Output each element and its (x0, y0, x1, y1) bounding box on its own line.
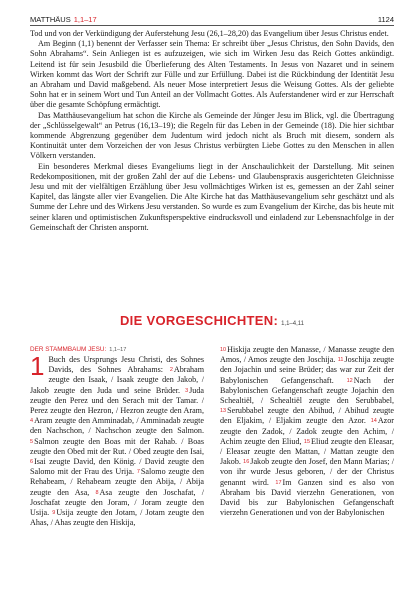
intro-paragraph: Am Beginn (1,1) benennt der Verfasser sein Thema: Er schreibt über „Jesus Christus, den Sohn Davids, den Sohn Abrahams“. Sein Anliegen ist es aufzuzeigen, wie sich im Wirken Jesu das Reich Gottes ankündigt. Leitend ist für sein Jesusbild die Überlieferung des Alten Testaments. In Jesus von Nazaret und in seinem Wirken kommt das Wort der Schrift zur Fülle und zur Erfüllung. Dabei ist die Rückbindung der Identität Jesu an Abraham und David maßgebend. Als neuer Mose interpretiert Jesus die Weisung Gottes. Als der geliebte Sohn hat er in seinem Wort und Tun Anteil an der Vollmacht Gottes. Als Auferstandener wird er zur Herrschaft über die gesamte Schöpfung ermächtigt. (30, 39, 394, 110)
verse-text: Isai zeugte David, den König. / David zeugte den Salomo mit der Frau des Urija. (30, 457, 204, 477)
verse-number: 15 (303, 438, 311, 445)
part-title: DIE VORGESCHICHTEN: (119, 313, 279, 328)
verse-text: Eliud zeugte den Eleasar, / Eleasar zeugte den Mattan, / Mattan zeugte den Jakob. (220, 436, 394, 467)
chapter-number: 1 (30, 351, 45, 381)
verse-number: 4 (30, 418, 34, 425)
verse-number: 8 (95, 489, 99, 496)
verse-number: 14 (370, 418, 377, 425)
verse-number: 10 (220, 347, 227, 353)
scripture-columns (30, 345, 394, 528)
verse-text: Nach der Babylonischen Gefangenschaft zeugte Jojachin den Schealtiël, / Schealtiël zeugte den Serubbabel, (220, 375, 394, 406)
verse-number: 12 (346, 377, 353, 384)
verse-text: Im Ganzen sind es also von Abraham bis David vierzehn Generationen, von David bis zur Babylonischen Gefangenschaft vierzehn Generationen und von der Babylonischen (220, 477, 394, 518)
introduction-text (30, 29, 394, 233)
part-range: 1,1–4,11 (281, 321, 305, 327)
verse-number: 3 (185, 387, 189, 394)
verse-number: 2 (169, 367, 173, 374)
verse-text: Azor zeugte den Zadok, / Zadok zeugte den Achim, / Achim zeugte den Eliud, (220, 416, 394, 446)
verse-text: Aram zeugte den Amminadab, / Amminadab zeugte den Nachschon, / Nachschon zeugte den Salmon. (30, 416, 204, 436)
book-name: MATTHÄUS (30, 15, 71, 24)
verse-text: Jakob zeugte den Josef, den Mann Marias; / von ihr wurde Jesus geboren, / der der Christus genannt wird. (220, 457, 394, 487)
verse-text: Serubbabel zeugte den Abihud, / Abihud zeugte den Eljakim, / Eljakim zeugte den Azor. (220, 406, 394, 426)
page-number: 1124 (377, 15, 394, 24)
section-title: DER STAMMBAUM JESU: (30, 346, 107, 353)
verse-text: Buch des Ursprungs Jesu Christi, des Sohnes Davids, des Sohnes Abrahams: (48, 355, 204, 375)
intro-paragraph: Ein besonderes Merkmal dieses Evangeliums liegt in der Anschaulichkeit der Darstellung. Mit seinen Redekompositionen, mit der großen Zahl der auf die Lebens- und Glaubenspraxis ausgerichteten Gleichnisse Jesu und mit der vielfältigen Erzählung über Jesu vollmächtiges Wirken ist es, gemessen an der Zahl seiner Kapitel, das längste aller vier Evangelien. Die Alte Kirche hat das Matthäusevangelium sehr geschätzt und als Summe der Lehre und des Wirkens Jesu verstanden. So wurde es zum Evangelium der Kirche, das bis heute mit seiner klaren und optimistischen Zukunftsperspektive eindrucksvoll und einladend zur Lebensnachfolge in der Gemeinschaft der Christen anspornt. (30, 161, 394, 232)
intro-paragraph: Das Matthäusevangelium hat schon die Kirche als Gemeinde der Jünger Jesu im Blick, vgl. die Übertragung der „Schlüsselgewalt“ an Petrus (16,13–19); die Regeln für das Leben in der Gemeinde (18). Die hier sichtbar kommende Abgrenzung gegenüber dem Judentum wird jedoch nicht als Bruch mit diesem, sondern als Kontinuität unter dem Vorzeichen der von Jesus Christus verbürgten Liebe Gottes zu den Menschen in allen Völkern verstanden. (30, 110, 394, 161)
verse-number: 17 (275, 479, 282, 486)
verse-text: Joschija zeugte den Jojachin und seine Brüder; das war zur Zeit der Babylonischen Gefangenschaft. (220, 355, 394, 385)
verse-number: 9 (52, 510, 56, 517)
verse-text: Salomo zeugte den Rehabeam, / Rehabeam zeugte den Abija, / Abija zeugte den Asa, (30, 467, 204, 497)
verse-text: Abraham zeugte den Isaak, / Isaak zeugte den Jakob, / Jakob zeugte den Juda und seine Brüder. (30, 365, 204, 395)
verse-number: 7 (136, 469, 140, 476)
intro-paragraph: Tod und von der Verkündigung der Auferstehung Jesu (26,1–28,20) das Evangelium über Jesus Christus endet. (30, 29, 389, 38)
header-rule (30, 25, 394, 26)
verse-text: Juda zeugte den Perez und den Serach mit der Tamar. / Perez zeugte den Hezron, / Hezron zeugte den Aram, (30, 385, 204, 416)
verse-text: Asa zeugte den Joschafat, / Joschafat zeugte den Joram, / Joram zeugte den Usija. (30, 487, 205, 518)
part-heading (30, 312, 394, 330)
verse-text: Salmon zeugte den Boas mit der Rahab. / Boas zeugte den Obed mit der Rut. / Obed zeugte den Isai, (30, 436, 204, 456)
verse-block (30, 351, 205, 528)
section-range: 1,1–17 (109, 347, 127, 353)
verse-text: Hiskija zeugte den Manasse, / Manasse zeugte den Amos, / Amos zeugte den Joschija. (220, 345, 394, 365)
verse-number: 13 (220, 408, 227, 415)
page-header (30, 13, 394, 25)
running-head-range: 1,1–17 (73, 15, 97, 24)
verse-number: 5 (30, 438, 34, 445)
running-head (30, 15, 97, 24)
verse-number: 6 (30, 459, 34, 466)
verse-text: Usija zeugte den Jotam, / Jotam zeugte den Ahas, / Ahas zeugte den Hiskija, (30, 508, 204, 528)
verse-number: 11 (337, 357, 344, 364)
right-column (220, 345, 394, 528)
section-heading (30, 345, 204, 355)
verse-block (220, 345, 394, 518)
verse-number: 16 (243, 459, 250, 466)
left-column (30, 345, 204, 528)
